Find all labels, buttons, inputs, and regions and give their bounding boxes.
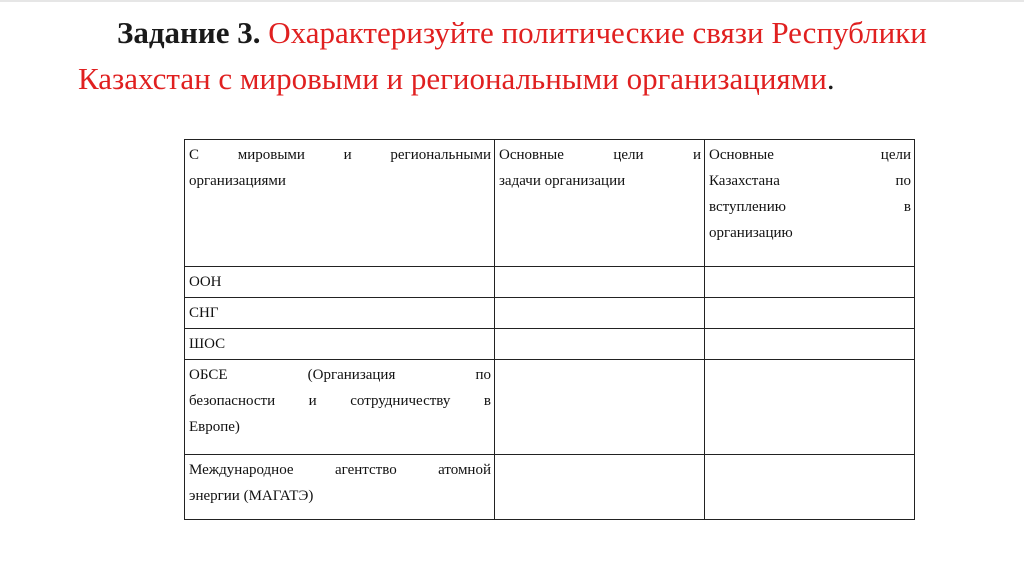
org-cell: СНГ — [185, 298, 495, 329]
org-text: Международное агентство атомной — [189, 462, 491, 478]
table-row — [185, 267, 915, 298]
header-text: организацию — [709, 225, 793, 241]
kz-goals-cell[interactable] — [705, 329, 915, 360]
goals-cell[interactable] — [495, 329, 705, 360]
heading-line-1 — [0, 10, 1024, 56]
org-text: безопасности и сотрудничеству в — [189, 393, 491, 409]
organizations-table — [184, 139, 915, 520]
org-text: энергии (МАГАТЭ) — [189, 488, 314, 504]
org-text: ОБСЕ (Организация по — [189, 367, 491, 383]
table-row — [185, 329, 915, 360]
goals-cell[interactable] — [495, 267, 705, 298]
org-cell: ШОС — [185, 329, 495, 360]
header-text: Основные цели — [709, 147, 911, 163]
goals-cell[interactable] — [495, 298, 705, 329]
table-row — [185, 298, 915, 329]
heading-line-2 — [0, 56, 1024, 102]
goals-cell[interactable] — [495, 360, 705, 455]
header-text: вступлению в — [709, 199, 911, 215]
org-cell — [185, 360, 495, 455]
kz-goals-cell[interactable] — [705, 455, 915, 520]
kz-goals-cell[interactable] — [705, 298, 915, 329]
org-cell: ООН — [185, 267, 495, 298]
kz-goals-cell[interactable] — [705, 360, 915, 455]
header-text: Основные цели и — [499, 147, 701, 163]
header-text: С мировыми и региональными — [189, 147, 491, 163]
header-cell-organizations — [185, 140, 495, 267]
org-cell — [185, 455, 495, 520]
title-period: . — [826, 61, 835, 96]
org-text: Европе) — [189, 419, 240, 435]
table-header-row — [185, 140, 915, 267]
header-text: Казахстана по — [709, 173, 911, 189]
header-text: задачи организации — [499, 173, 626, 189]
table-row — [185, 455, 915, 520]
goals-cell[interactable] — [495, 455, 705, 520]
header-cell-kazakhstan-goals — [705, 140, 915, 267]
task-title-part-1: Охарактеризуйте политические связи Республики — [260, 15, 927, 50]
task-title-part-2: Казахстан с мировыми и региональными организациями — [78, 61, 827, 96]
slide-top-rule — [0, 0, 1024, 2]
kz-goals-cell[interactable] — [705, 267, 915, 298]
task-label: Задание 3. — [117, 15, 261, 50]
header-cell-goals — [495, 140, 705, 267]
header-text: организациями — [189, 173, 286, 189]
slide-heading — [0, 10, 1024, 102]
table-row — [185, 360, 915, 455]
